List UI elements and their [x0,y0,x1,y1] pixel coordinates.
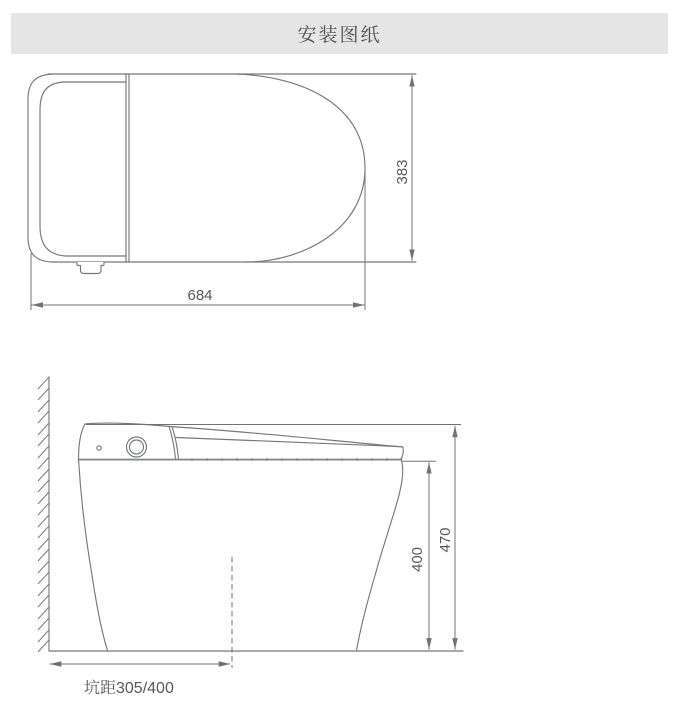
plan-lid-egg-outline [237,74,365,262]
lid-front-edge [401,447,403,459]
section-title: 安装图纸 [297,25,382,46]
side-view-drawing [38,377,463,697]
pit-distance-dimension-label: 坑距305/400 [84,680,174,697]
plan-divider-line [126,74,129,262]
lid-top-edge [170,427,403,448]
total-height-dimension-label: 470 [437,527,454,553]
length-dimension-label: 684 [187,287,213,304]
seat-height-dimension-label: 400 [409,546,426,573]
body-back-leg-edge [79,459,108,651]
plan-inner-outline [40,82,126,256]
lid-lower-edge [176,438,398,447]
top-view-drawing [28,74,416,310]
tank-lid-seam [169,427,179,460]
tank-back-edge [79,424,86,459]
body-front-leg-edge [357,459,403,651]
plan-fitting-tab [77,262,104,274]
indicator-dot-icon [97,446,101,450]
flush-knob-inner-icon [130,440,144,454]
depth-dimension-label: 383 [394,159,411,185]
wall-hatching [38,377,49,652]
